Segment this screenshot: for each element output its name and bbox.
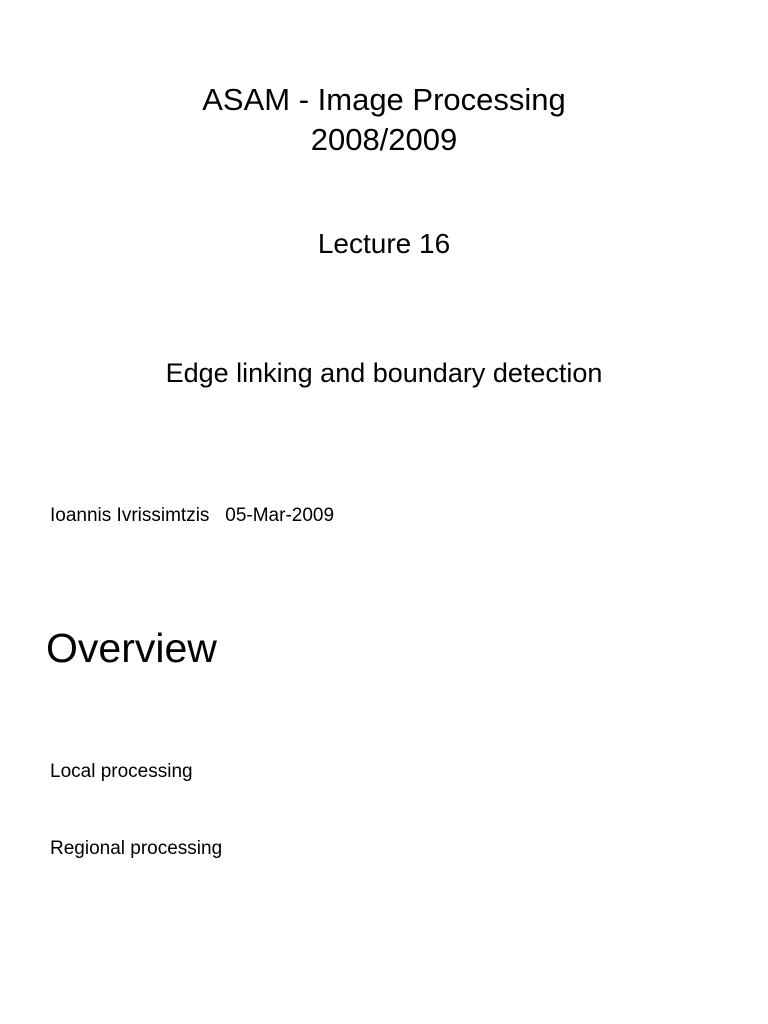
lecture-date: 05-Mar-2009 [225,505,335,526]
lecture-topic: Edge linking and boundary detection [165,358,603,388]
overview-heading: Overview [46,625,217,671]
author-date-line [50,504,334,528]
overview-item-regional-processing: Regional processing [50,838,223,859]
overview-item-local-processing: Local processing [50,761,193,782]
lecture-number: Lecture 16 [317,228,451,259]
course-title [0,80,768,160]
author-name: Ioannis Ivrissimtzis [50,505,210,526]
course-year: 2008/2009 [310,122,458,157]
course-title-line: ASAM - Image Processing [202,82,566,117]
